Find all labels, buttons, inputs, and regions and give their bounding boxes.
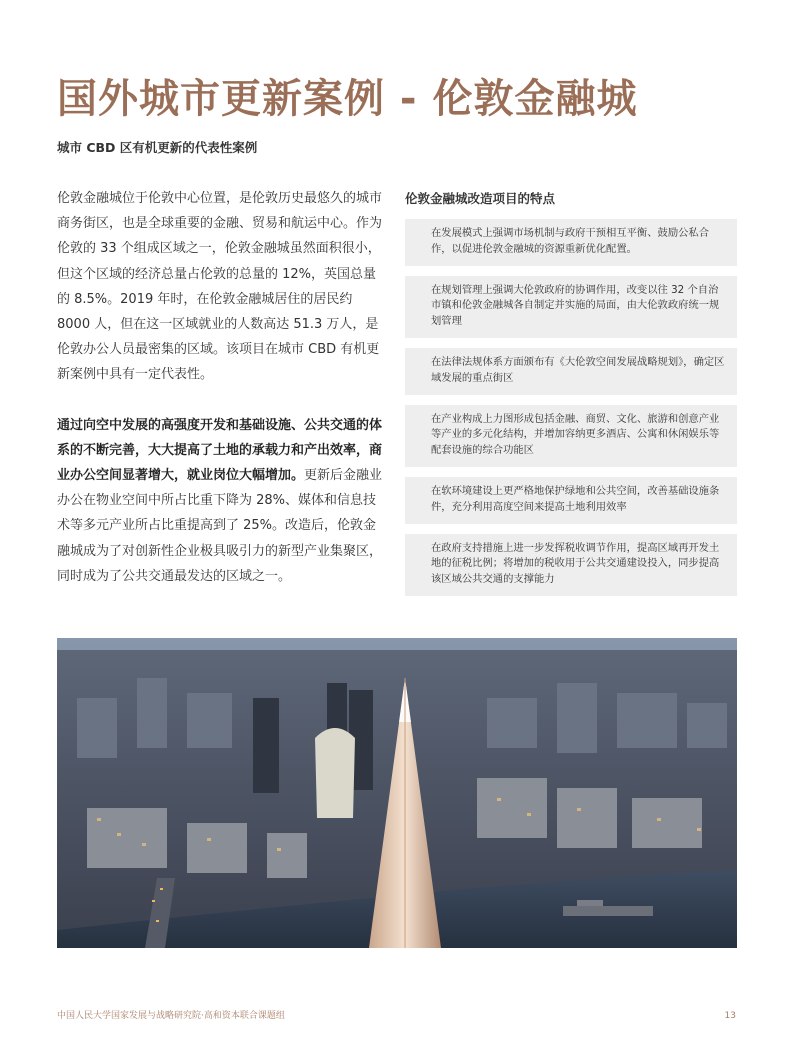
city-of-london-aerial-photo: [57, 638, 737, 948]
left-column: [57, 186, 389, 589]
feature-box-government-support: 在政府支持措施上进一步发挥税收调节作用，提高区域再开发土地的征税比例；将增加的税收用于公共交通建设投入，同步提高该区域公共交通的支撑能力: [405, 534, 737, 596]
outcome-paragraph-bold: 通过向空中发展的高强度开发和基础设施、公共交通的体系的不断完善，大大提高了土地的承载力和产出效率，商业办公空间显著增大，就业岗位大幅增加。: [57, 417, 383, 484]
features-heading: 伦敦金融城改造项目的特点: [405, 191, 556, 206]
page-number: 13: [724, 1011, 736, 1021]
feature-box-legal-framework: 在法律法规体系方面颁布有《大伦敦空间发展战略规划》，确定区域发展的重点街区: [405, 348, 737, 395]
outcome-paragraph: [57, 413, 389, 589]
feature-box-planning-management: 在规划管理上强调大伦敦政府的协调作用，改变以往 32 个自治市镇和伦敦金融城各自制定并实施的局面，由大伦敦政府统一规划管理: [405, 276, 737, 338]
page-title: 国外城市更新案例 - 伦敦金融城: [57, 76, 638, 122]
feature-box-development-model: 在发展模式上强调市场机制与政府干预相互平衡、鼓励公私合作，以促进伦敦金融城的资源重新优化配置。: [405, 219, 737, 266]
feature-box-soft-environment: 在软环境建设上更严格地保护绿地和公共空间，改善基础设施条件，充分利用高度空间来提高土地利用效率: [405, 477, 737, 524]
footer-organization: 中国人民大学国家发展与战略研究院·高和资本联合课题组: [57, 1011, 285, 1021]
feature-box-industry-structure: 在产业构成上力图形成包括金融、商贸、文化、旅游和创意产业等产业的多元化结构，并增加容纳更多酒店、公寓和休闲娱乐等配套设施的综合功能区: [405, 405, 737, 467]
features-column: [405, 190, 737, 606]
page-subtitle: 城市 CBD 区有机更新的代表性案例: [57, 140, 258, 155]
outcome-paragraph-rest: 更新后金融业办公在物业空间中所占比重下降为 28%、媒体和信息技术等多元产业所占比重提高到了 25%。改造后，伦敦金融城成为了对创新性企业极具吸引力的新型产业集聚区，同时成为了公共交通最发达的区域之一。: [57, 468, 383, 584]
intro-paragraph: 伦敦金融城位于伦敦中心位置，是伦敦历史最悠久的城市商务街区，也是全球重要的金融、贸易和航运中心。作为伦敦的 33 个组成区域之一，伦敦金融城虽然面积很小，但这个区域的经济总量占伦敦的总量的 12%，英国总量的 8.5%。2019 年时，在伦敦金融城居住的居民约 8000 人，但在这一区域就业的人数高达 51.3 万人，是伦敦办公人员最密集的区域。该项目在城市 CBD 有机更新案例中具有一定代表性。: [57, 191, 383, 383]
